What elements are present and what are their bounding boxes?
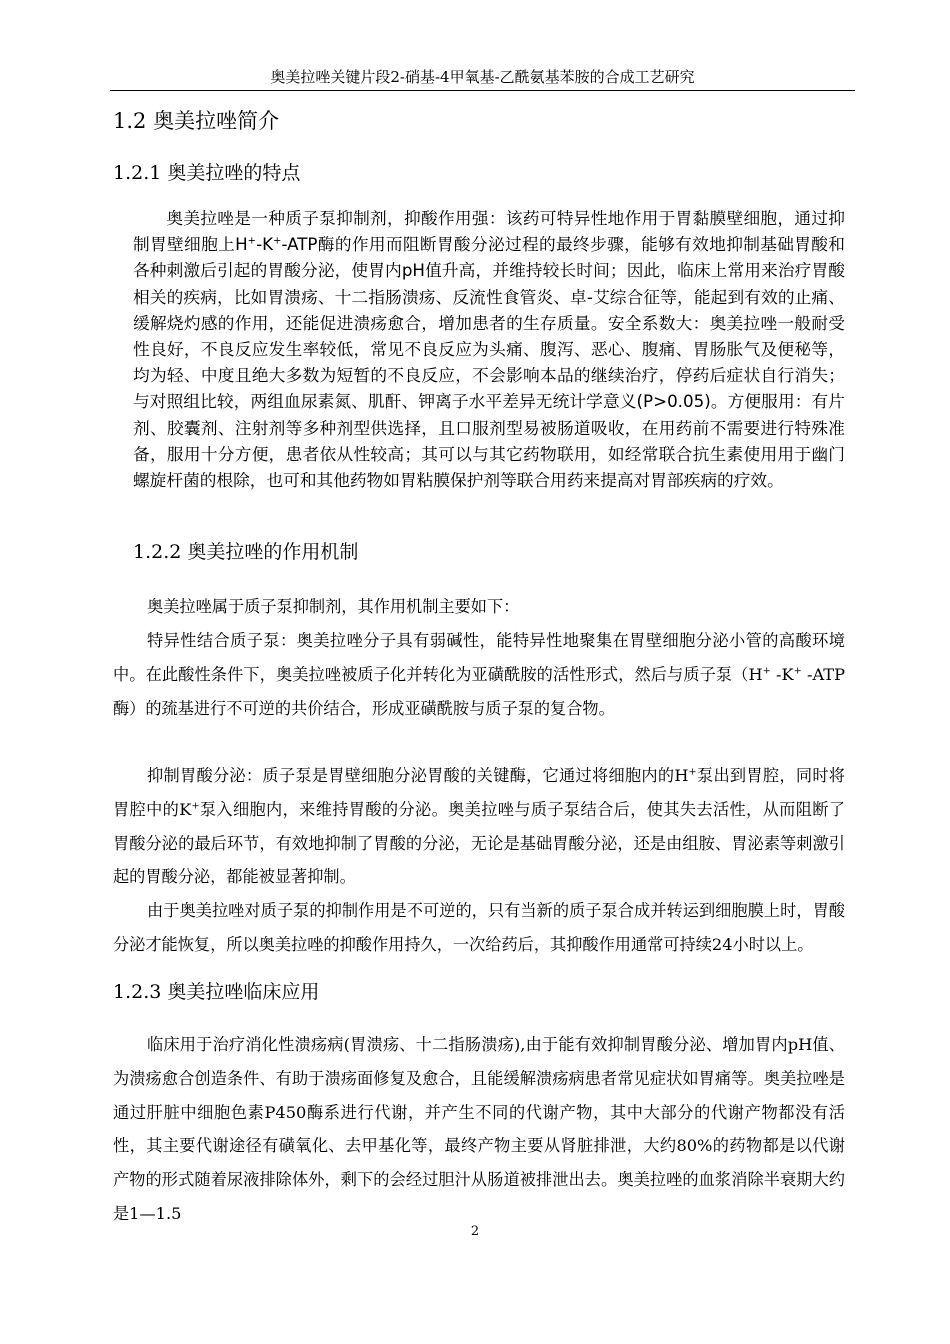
section-heading-1-2-3: 1.2.3 奥美拉唑临床应用	[113, 981, 320, 1003]
section-heading-1-2-1: 1.2.1 奥美拉唑的特点	[113, 162, 301, 184]
paragraph-clinical-use: 临床用于治疗消化性溃疡病(胃溃疡、十二指肠溃疡),由于能有效抑制胃酸分泌、增加胃内pH值、为溃疡愈合创造条件、有助于溃疡面修复及愈合，且能缓解溃疡病患者常见症状如胃痛等。奥美拉唑是通过肝脏中细胞色素P450酶系进行代谢，并产生不同的代谢产物，其中大部分的代谢产物都没有活性，其主要代谢途径有磺氧化、去甲基化等，最终产物主要从肾脏排泄，大约80%的药物都是以代谢产物的形式随着尿液排除体外，剩下的会经过胆汁从肠道被排泄出去。奥美拉唑的血浆消除半衰期大约是1—1.5	[113, 1035, 845, 1223]
paragraph-duration: 由于奥美拉唑对质子泵的抑制作用是不可逆的，只有当新的质子泵合成并转运到细胞膜上时，胃酸分泌才能恢复，所以奥美拉唑的抑酸作用持久，一次给药后，其抑酸作用通常可持续24小时以上。	[113, 901, 845, 954]
running-header: 奥美拉唑关键片段2-硝基-4甲氧基-乙酰氨基苯胺的合成工艺研究	[270, 68, 695, 86]
section-heading-1-2: 1.2 奥美拉唑简介	[113, 109, 280, 133]
paragraph-mechanism-intro: 奥美拉唑属于质子泵抑制剂，其作用机制主要如下：	[147, 597, 520, 616]
header-rule	[110, 90, 855, 91]
paragraph-inhibition: 抑制胃酸分泌：质子泵是胃壁细胞分泌胃酸的关键酶，它通过将细胞内的H+泵出到胃腔，同时将胃腔中的K+泵入细胞内，来维持胃酸的分泌。奥美拉唑与质子泵结合后，使其失去活性，从而阻断了胃酸分泌的最后环节，有效地抑制了胃酸的分泌，无论是基础胃酸分泌，还是由组胺、胃泌素等刺激引起的胃酸分泌，都能被显著抑制。	[113, 766, 846, 887]
paragraph-binding: 特异性结合质子泵：奥美拉唑分子具有弱碱性，能特异性地聚集在胃壁细胞分泌小管的高酸环境中。在此酸性条件下，奥美拉唑被质子化并转化为亚磺酰胺的活性形式，然后与质子泵（H+ -K+ -ATP酶）的巯基进行不可逆的共价结合，形成亚磺酰胺与质子泵的复合物。	[113, 631, 845, 718]
page-number: 2	[470, 1224, 480, 1239]
section-heading-1-2-2: 1.2.2 奥美拉唑的作用机制	[133, 541, 359, 563]
paragraph-features: 奥美拉唑是一种质子泵抑制剂，抑酸作用强：该药可特异性地作用于胃黏膜壁细胞，通过抑制胃壁细胞上H+-K+-ATP酶的作用而阻断胃酸分泌过程的最终步骤，能够有效地抑制基础胃酸和各种刺激后引起的胃酸分泌，使胃内pH值升高，并维持较长时间；因此，临床上常用来治疗胃酸相关的疾病，比如胃溃疡、十二指肠溃疡、反流性食管炎、卓-艾综合征等，能起到有效的止痛、缓解烧灼感的作用，还能促进溃疡愈合，增加患者的生存质量。安全系数大：奥美拉唑一般耐受性良好，不良反应发生率较低，常见不良反应为头痛、腹泻、恶心、腹痛、胃肠胀气及便秘等，均为轻、中度且绝大多数为短暂的不良反应，不会影响本品的继续治疗，停药后症状自行消失；与对照组比较，两组血尿素氮、肌酐、钾离子水平差异无统计学意义(P>0.05)。方便服用：有片剂、胶囊剂、注射剂等多种剂型供选择，且口服剂型易被肠道吸收，在用药前不需要进行特殊准备，服用十分方便，患者依从性较高；其可以与其它药物联用，如经常联合抗生素使用用于幽门螺旋杆菌的根除，也可和其他药物如胃粘膜保护剂等联合用药来提高对胃部疾病的疗效。	[133, 208, 845, 491]
